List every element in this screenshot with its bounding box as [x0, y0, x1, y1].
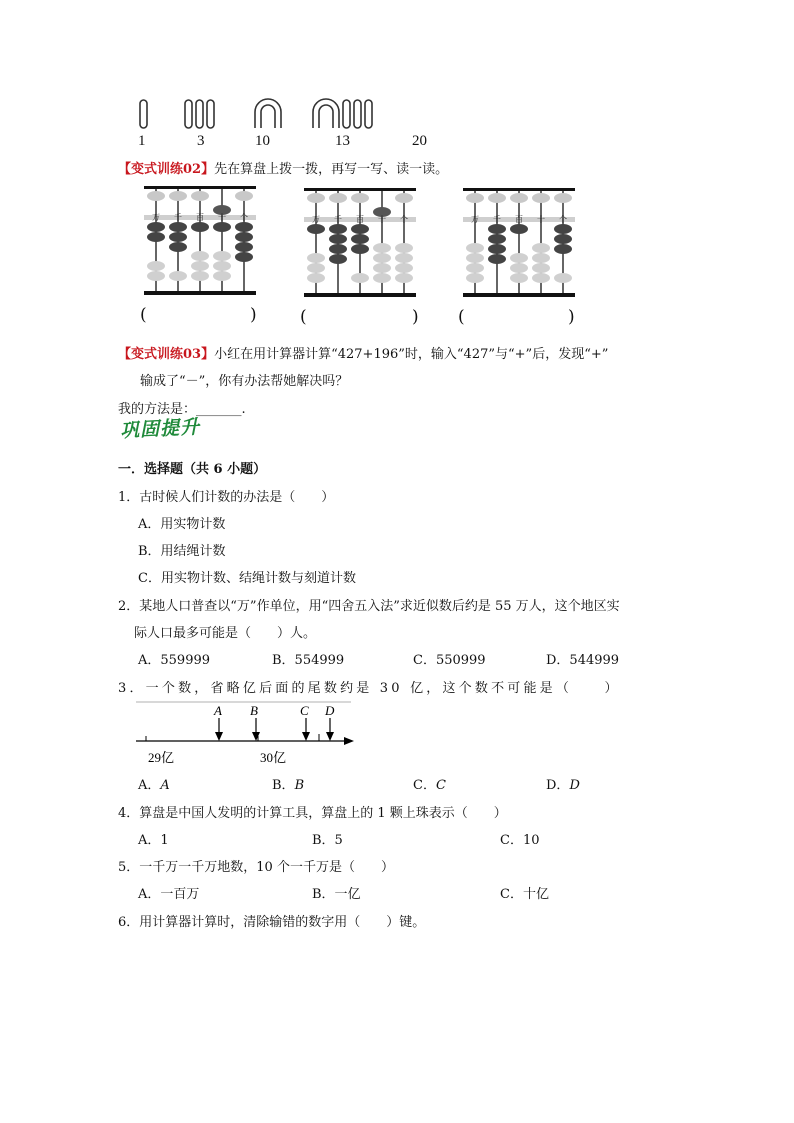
- abacus-2: [304, 188, 416, 298]
- ex03-line2: 输成了“－”，你有办法帮她解决吗？: [140, 374, 349, 389]
- arrow-c: [302, 732, 310, 741]
- abacus-lower-bead: [169, 232, 187, 242]
- abacus-lower-bead: [235, 242, 253, 252]
- paren-close-1: ): [250, 305, 257, 325]
- abacus-lower-bead: [147, 261, 165, 271]
- abacus-lower-bead: [466, 263, 484, 273]
- abacus-upper-bead: [488, 193, 506, 203]
- count-label-1: 1: [138, 133, 146, 149]
- abacus-lower-bead: [466, 243, 484, 253]
- abacus-lower-bead: [329, 224, 347, 234]
- abacus-lower-bead: [488, 254, 506, 264]
- abacus-lower-bead: [466, 273, 484, 283]
- abacus-lower-bead: [395, 253, 413, 263]
- count-label-13: 13: [335, 133, 350, 149]
- abacus-rod-label: 万: [312, 215, 320, 224]
- abacus-lower-bead: [169, 242, 187, 252]
- abacus-lower-bead: [213, 251, 231, 261]
- ex02-tag: 【变式训练02】: [118, 162, 215, 177]
- abacus-lower-bead: [554, 273, 572, 283]
- q3-option-d[interactable]: [546, 774, 580, 793]
- abacus-lower-bead: [351, 244, 369, 254]
- abacus-rod-label: 个: [240, 213, 248, 222]
- abacus-lower-bead: [329, 234, 347, 244]
- abacus-lower-bead: [395, 273, 413, 283]
- point-a: A: [214, 703, 222, 718]
- q3-option-d-letter: D: [569, 778, 580, 793]
- abacus-lower-bead: [373, 243, 391, 253]
- abacus-lower-bead: [351, 273, 369, 283]
- abacus-lower-bead: [307, 224, 325, 234]
- ex03-text1: 小红在用计算器计算“427+196”时，输入“427”与“+”后，发现“+”: [214, 347, 609, 362]
- ex03-line1: [118, 343, 608, 362]
- abacus-lower-bead: [147, 232, 165, 242]
- abacus-lower-bead: [395, 243, 413, 253]
- count-label-3: 3: [197, 133, 205, 149]
- abacus-lower-bead: [532, 253, 550, 263]
- abacus-lower-bead: [510, 263, 528, 273]
- count-label-20: 20: [412, 133, 427, 149]
- abacus-3: [463, 188, 575, 298]
- q3-option-c[interactable]: [413, 774, 446, 793]
- q3-option-c-prefix: C．: [413, 778, 436, 793]
- abacus-lower-bead: [532, 263, 550, 273]
- abacus-lower-bead: [488, 244, 506, 254]
- paren-open-3: (: [458, 307, 465, 327]
- point-c: C: [300, 703, 309, 718]
- abacus-lower-bead: [213, 271, 231, 281]
- counting-figure: [130, 96, 430, 136]
- abacus-lower-bead: [213, 261, 231, 271]
- arrow-a: [215, 732, 223, 741]
- abacus-rod-label: 个: [400, 215, 408, 224]
- q2-option-d[interactable]: D．544999: [546, 653, 620, 668]
- abacus-upper-bead: [554, 193, 572, 203]
- q2-stem: 2．某地人口普查以“万”作单位，用“四舍五入法”求近似数后约是 55 万人，这个地区实: [118, 599, 620, 614]
- abacus-lower-bead: [191, 251, 209, 261]
- abacus-upper-bead: [510, 193, 528, 203]
- abacus-lower-bead: [554, 224, 572, 234]
- abacus-upper-bead: [169, 191, 187, 201]
- abacus-rod-label: 万: [471, 215, 479, 224]
- ex02-text: 先在算盘上拨一拨，再写一写、读一读。: [214, 162, 449, 177]
- ex03-tag: 【变式训练03】: [118, 347, 215, 362]
- abacus-lower-bead: [235, 232, 253, 242]
- abacus-rod-label: 百: [356, 215, 364, 224]
- abacus-rod-label: 千: [493, 215, 501, 224]
- q2-option-b[interactable]: B．554999: [272, 653, 345, 668]
- q5-option-c[interactable]: C．十亿: [500, 887, 549, 902]
- q6-stem: 6．用计算器计算时，清除输错的数字用（ ）键。: [118, 915, 426, 930]
- arrow-b: [252, 732, 260, 741]
- abacus-rod-label: 十: [378, 215, 386, 224]
- abacus-lower-bead: [554, 244, 572, 254]
- abacus-lower-bead: [554, 234, 572, 244]
- paren-close-2: ): [412, 307, 419, 327]
- abacus-upper-bead: [532, 193, 550, 203]
- abacus-lower-bead: [307, 273, 325, 283]
- abacus-lower-bead: [213, 222, 231, 232]
- q2-option-c[interactable]: C．550999: [413, 653, 486, 668]
- q4-stem: 4．算盘是中国人发明的计算工具，算盘上的 1 颗上珠表示（ ）: [118, 806, 507, 821]
- abacus-lower-bead: [488, 224, 506, 234]
- abacus-lower-bead: [169, 271, 187, 281]
- abacus-lower-bead: [329, 254, 347, 264]
- ex02-line: [118, 158, 448, 177]
- abacus-rod-label: 十: [218, 213, 226, 222]
- q1-stem: 1．古时候人们计数的办法是（ ）: [118, 490, 335, 505]
- abacus-lower-bead: [169, 222, 187, 232]
- abacus-lower-bead: [191, 222, 209, 232]
- abacus-lower-bead: [235, 222, 253, 232]
- number-line: [136, 700, 361, 768]
- paren-open-2: (: [300, 307, 307, 327]
- ex03-method: 我的方法是：_______.: [118, 402, 246, 417]
- q3-option-b[interactable]: [272, 774, 304, 793]
- q4-option-a[interactable]: A．1: [138, 833, 169, 848]
- abacus-upper-bead: [395, 193, 413, 203]
- paren-open-1: (: [140, 305, 147, 325]
- abacus-upper-bead: [147, 191, 165, 201]
- q3-option-a-letter: A: [160, 778, 170, 793]
- count-label-10: 10: [255, 133, 270, 149]
- q5-option-a[interactable]: A．一百万: [138, 887, 200, 902]
- q5-stem: 5．一千万一千万地数，10 个一千万是（ ）: [118, 860, 394, 875]
- abacus-lower-bead: [373, 253, 391, 263]
- abacus-lower-bead: [488, 234, 506, 244]
- abacus-lower-bead: [510, 253, 528, 263]
- abacus-upper-bead: [329, 193, 347, 203]
- q1-option-b[interactable]: B．用结绳计数: [138, 544, 226, 559]
- abacus-rod-label: 百: [515, 215, 523, 224]
- q3-option-b-prefix: B．: [272, 778, 295, 793]
- abacus-lower-bead: [532, 243, 550, 253]
- q3-option-c-letter: C: [435, 778, 446, 793]
- q3-option-d-prefix: D．: [546, 778, 570, 793]
- abacus-lower-bead: [510, 273, 528, 283]
- abacus-lower-bead: [395, 263, 413, 273]
- abacus-rod-label: 千: [334, 215, 342, 224]
- q1-option-c[interactable]: C．用实物计数、结绳计数与刻道计数: [138, 571, 356, 586]
- abacus-lower-bead: [532, 273, 550, 283]
- abacus-lower-bead: [191, 271, 209, 281]
- abacus-lower-bead: [373, 273, 391, 283]
- arrow-d: [326, 732, 334, 741]
- q3-option-b-letter: B: [294, 778, 305, 793]
- tick-label-29: 29亿: [148, 750, 175, 765]
- section-title: 一．选择题（共 6 小题）: [118, 462, 267, 477]
- q3-option-a[interactable]: [138, 774, 170, 793]
- number-line-arrowhead: [344, 737, 354, 745]
- q3-stem: 3．一个数，省略亿后面的尾数约是 30 亿，这个数不可能是（ ）: [118, 681, 621, 696]
- q3-option-a-prefix: A．: [138, 778, 161, 793]
- abacus-upper-bead: [235, 191, 253, 201]
- abacus-lower-bead: [307, 263, 325, 273]
- abacus-lower-bead: [307, 253, 325, 263]
- abacus-1: [144, 186, 256, 296]
- abacus-lower-bead: [510, 224, 528, 234]
- tick-label-30: 30亿: [260, 750, 287, 765]
- q2-stem-cont: 际人口最多可能是（ ）人。: [134, 626, 317, 641]
- abacus-lower-bead: [329, 244, 347, 254]
- point-d: D: [325, 703, 335, 718]
- abacus-lower-bead: [351, 224, 369, 234]
- abacus-rod-label: 个: [559, 215, 567, 224]
- q4-option-b[interactable]: B．5: [312, 833, 343, 848]
- abacus-upper-bead: [466, 193, 484, 203]
- abacus-lower-bead: [147, 271, 165, 281]
- paren-close-3: ): [568, 307, 575, 327]
- abacus-lower-bead: [147, 222, 165, 232]
- point-b: B: [250, 703, 258, 718]
- abacus-lower-bead: [351, 234, 369, 244]
- abacus-upper-bead: [351, 193, 369, 203]
- abacus-lower-bead: [191, 261, 209, 271]
- q2-option-a[interactable]: A．559999: [138, 653, 211, 668]
- q5-option-b[interactable]: B．一亿: [312, 887, 361, 902]
- q4-option-c[interactable]: C．10: [500, 833, 540, 848]
- abacus-rod-label: 十: [537, 215, 545, 224]
- abacus-upper-bead: [191, 191, 209, 201]
- abacus-rod-label: 千: [174, 213, 182, 222]
- abacus-upper-bead: [307, 193, 325, 203]
- abacus-rod-label: 百: [196, 213, 204, 222]
- abacus-lower-bead: [235, 252, 253, 262]
- abacus-rod-label: 万: [152, 213, 160, 222]
- abacus-lower-bead: [373, 263, 391, 273]
- section-logo: 巩固提升: [119, 415, 201, 443]
- abacus-lower-bead: [466, 253, 484, 263]
- q1-option-a[interactable]: A．用实物计数: [138, 517, 226, 532]
